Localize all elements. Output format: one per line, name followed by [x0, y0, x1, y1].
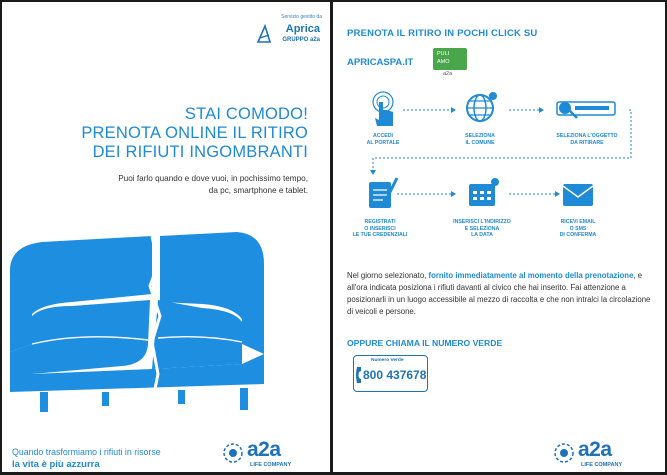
register-icon [369, 178, 397, 208]
step-4-label: REGISTRATI O INSERISCI LE TUE CREDENZIALI [352, 219, 408, 238]
headline-line-3: DEI RIFIUTI INGOMBRANTI [92, 143, 308, 161]
tagline-line-1: Quando trasformiamo i rifiuti in risorse [12, 447, 161, 457]
service-label: Servizio gestito da [281, 14, 322, 20]
aprica-logo-group: GRUPPO a2a [282, 37, 320, 43]
a2a-logo-text: a2a [247, 438, 281, 461]
instructions-bold: fornito immediatamente al momento della prenotazione [428, 271, 634, 280]
headline-line-1: STAI COMODO! [184, 105, 308, 123]
numero-verde-number[interactable]: 800 437678 [363, 368, 427, 382]
subline-line-1: Puoi farlo quando e dove vuoi, in pochissimo tempo, [118, 174, 308, 183]
tagline-line-2: la vita è più azzurra [12, 459, 100, 470]
a2a-logo-sub-right: LIFE COMPANY [581, 462, 623, 468]
a2a-logo-text-right: a2a [578, 438, 612, 461]
headline [12, 105, 308, 162]
step-2-label: SELEZIONA IL COMUNE [465, 133, 495, 146]
tag-icon [557, 102, 615, 118]
broken-sofa-illustration [2, 224, 330, 420]
instructions-title: PRENOTA IL RITIRO IN POCHI CLICK SU [347, 28, 538, 39]
step-6-label: RICEVI EMAIL O SMS DI CONFERMA [559, 219, 597, 238]
a2a-logo-sub: LIFE COMPANY [250, 462, 292, 468]
headline-line-2: PRENOTA ONLINE IL RITIRO [81, 124, 308, 142]
aprica-logo-name: Aprica [285, 23, 320, 35]
puliamo-text-3: a2a [443, 71, 453, 77]
right-panel [333, 2, 665, 472]
aprica-logo-mark [256, 24, 272, 44]
numero-verde-label: Numero Verde [371, 358, 404, 363]
email-icon [563, 184, 593, 206]
step-5-label: INSERISCI L'INDIRIZZO E SELEZIONA LA DATA [453, 219, 511, 238]
instructions-paragraph: Nel giorno selezionato, fornito immediatamente al momento della prenotazione, e all'ora indicata posiziona i rifiuti davanti al civico che hai inserito. Fai attenzione a posizionarli in un luogo accessibile al mezzo di raccolta e che non intralci la circolazione di veicoli e persone. [347, 271, 651, 316]
a2a-logo-mark-right [553, 442, 575, 464]
globe-icon [467, 92, 497, 121]
calendar-icon [469, 178, 499, 206]
left-panel [2, 2, 330, 472]
step-3-label: SELEZIONA L'OGGETTO DA RITIRARE [556, 133, 618, 146]
call-title: OPPURE CHIAMA IL NUMERO VERDE [347, 338, 503, 348]
subline-line-2: da pc, smartphone e tablet. [208, 186, 308, 195]
subline [118, 173, 308, 197]
touch-icon [373, 92, 393, 126]
puliamo-text-1: PULI [437, 51, 450, 57]
a2a-logo-mark [222, 442, 244, 464]
step-1-label: ACCEDI AL PORTALE [366, 133, 400, 146]
website-link[interactable]: APRICASPA.IT [347, 57, 414, 68]
puliamo-text-2: AMO [437, 59, 450, 65]
